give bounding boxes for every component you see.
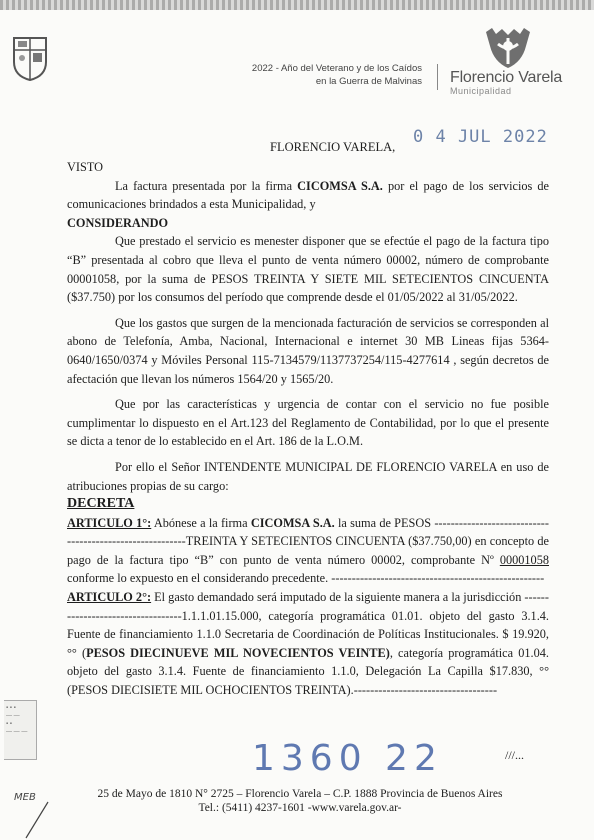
footer-line-2: Tel.: (5411) 4237-1601 -www.varela.gov.ar- (198, 802, 402, 814)
florencio-varela-logo-icon (482, 26, 534, 70)
scan-artifact (0, 0, 594, 10)
article-1-label: ARTICULO 1°: (67, 515, 152, 530)
visto-company: CICOMSA S.A. (297, 178, 383, 193)
motto-line-2: en la Guerra de Malvinas (315, 76, 422, 87)
document-body (67, 158, 549, 700)
brand-subtitle: Municipalidad (450, 86, 512, 96)
article-1-text-c: conforme lo expuesto en el considerando precedente. ---------------------------------------------------- (67, 571, 545, 586)
year-motto (162, 62, 422, 88)
date-stamp: 0 4 JUL 2022 (413, 127, 548, 147)
visto-heading: VISTO (67, 160, 103, 174)
considerando-paragraph-2: Que los gastos que surgen de la mencionada facturación de servicios se corresponden al abono de Telefonía, Amba, Nacional, Internacional e internet 30 MB Lineas fijas 5364-0640/1650/0374 y Móviles Personal 115-7134579/1137737254/115-4277614 , según decretos de afectación que llevan los números 1564/20 y 1565/20. (67, 315, 549, 386)
motto-line-1: 2022 - Año del Veterano y de los Caídos (251, 63, 422, 74)
decree-number-stamp: 1360 22 (252, 738, 443, 779)
decreta-heading: DECRETA (67, 496, 135, 512)
article-1 (67, 514, 549, 588)
article-2 (67, 588, 549, 700)
signature-stroke-icon (22, 800, 52, 840)
visto-text-pre: La factura presentada por la firma (115, 178, 298, 193)
article-2-label: ARTICULO 2°: (67, 590, 152, 605)
brand-block (450, 69, 575, 97)
considerando-paragraph-1: Que prestado el servicio es menester disponer que se efectúe el pago de la factura tipo “B” presentada al cobro que lleva el punto de venta número 00002, número de comprobante 00001058, por la suma de PESOS TREINTA Y SIETE MIL SETECIENTOS CINCUENTA ($37.750) por los consumos del período que comprende desde el 01/05/2022 al 31/05/2022. (67, 234, 549, 305)
considerando-heading: CONSIDERANDO (67, 215, 169, 230)
continuation-mark: ///... (505, 748, 525, 762)
considerando-paragraph-3: Que por las características y urgencia de contar con el servicio no fue posible cumplimentar lo dispuesto en el Art.123 del Reglamento de Contabilidad, por lo que el presente se dicta a tenor de lo establecido en el Art. 186 de la L.O.M. (67, 397, 549, 449)
footer-address (70, 787, 530, 815)
article-1-text-a: Abónese a la firma (151, 515, 251, 530)
article-2-bold-amount: PESOS DIECINUEVE MIL NOVECIENTOS VEINTE) (86, 645, 390, 660)
article-2-text-a: El gasto demandado será imputado de la siguiente manera a la jurisdicción ----------------------------------1.1.1.01.15.000, categoría programática 01.01. objeto del gasto 3.1.4. Fuente de financiamiento 1.1.0 Secretaria de Coordinación de Políticas Institucionales. $ 19.920, °° ( (67, 590, 549, 660)
visto-paragraph (67, 177, 549, 214)
article-2-text-b: , categoría programática 01.04. objeto del gasto 3.1.4. Fuente de financiamiento 1.1.0, Delegación La Capilla $17.830, °° (PESOS DIECISIETE MIL OCHOCIENTOS TREINTA).----------------------------------- (67, 645, 549, 698)
article-1-text-b: la suma de PESOS ---------------------------------------------------------TREINTA Y SETECIENTOS CINCUENTA ($37.750,00) en concepto de pago de la factura tipo “B” con punto de venta número 00002, comprobante Nº (67, 515, 549, 567)
considerando-paragraph-4: Por ello el Señor INTENDENTE MUNICIPAL DE FLORENCIO VARELA en uso de atribuciones propias de su cargo: (67, 459, 549, 493)
brand-name: Florencio Varela (450, 69, 563, 86)
margin-initials: MEB (14, 792, 36, 803)
municipal-crest-icon (12, 34, 48, 82)
article-1-voucher: 00001058 (499, 552, 549, 567)
visto-text-post: por el pago de los servicios de comunicaciones brindados a esta Municipalidad, y (67, 178, 550, 212)
margin-stamp: ▪ ▪ ▪ — — ▪ ▪ — — — (4, 700, 37, 760)
article-1-company: CICOMSA S.A. (250, 515, 335, 530)
place-label: FLORENCIO VARELA, (270, 140, 396, 154)
footer-line-1: 25 de Mayo de 1810 N° 2725 – Florencio Varela – C.P. 1888 Provincia de Buenos Aires (97, 788, 503, 800)
header-divider (437, 64, 438, 90)
